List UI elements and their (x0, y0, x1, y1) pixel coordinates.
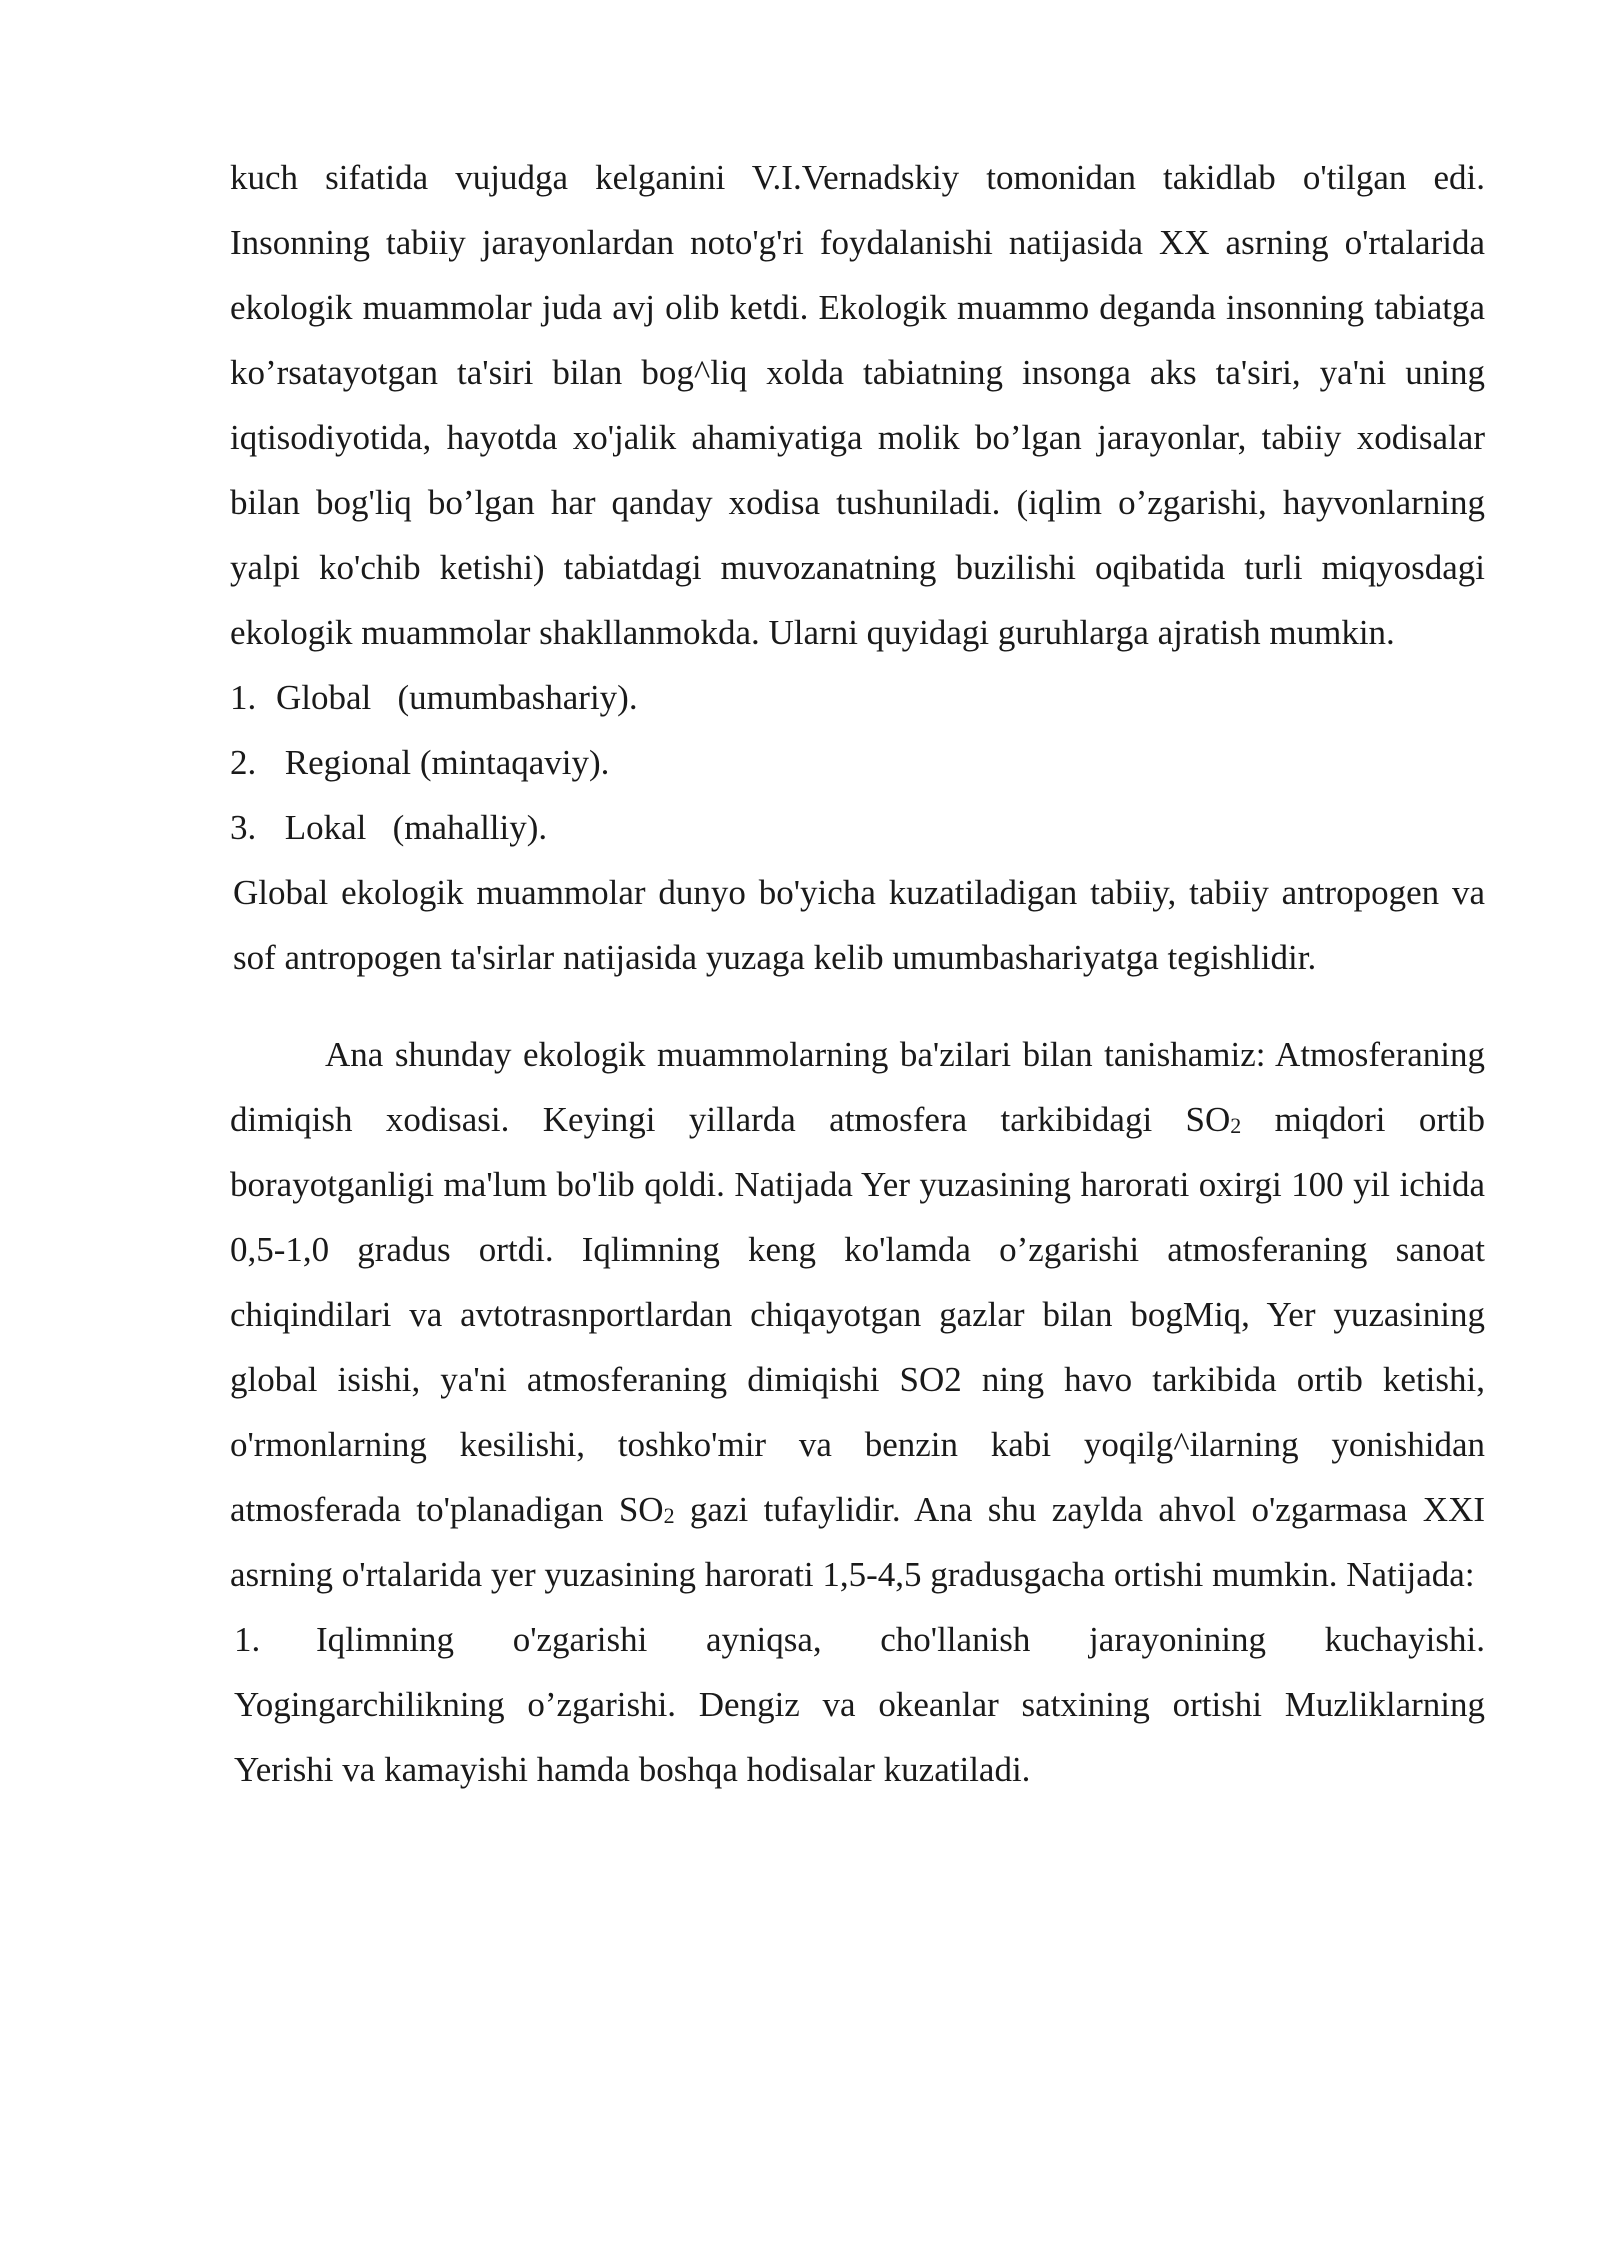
consequence-text: Iqlimning o'zgarishi ayniqsa, cho'llanish jarayonining kuchayishi. Yogingarchilikning o’zgarishi. Dengiz va okeanlar satxining ortishi Muzliklarning Yerishi va kamayishi hamda boshqa hodisalar kuzatiladi. (234, 1620, 1485, 1789)
list-item-regional (230, 730, 1485, 795)
greenhouse-text-a: Ana shunday ekologik muammolarning ba'zilari bilan tanishamiz: Atmosferaning dimiqish xodisasi. Keyingi yillarda atmosfera tarkibidagi SO (230, 1035, 1485, 1139)
list-number: 3. (230, 808, 257, 847)
paragraph-global-definition: Global ekologik muammolar dunyo bo'yicha kuzatiladigan tabiiy, tabiiy antropogen va sof antropogen ta'sirlar natijasida yuzaga kelib umumbashariyatga tegishlidir. (233, 873, 1485, 977)
paragraph-gap (230, 990, 1485, 1022)
subscript-2: 2 (1230, 1113, 1242, 1138)
list-item-local (230, 795, 1485, 860)
list-number: 2. (230, 743, 257, 782)
consequence-list-item (230, 1607, 1485, 1802)
list-text: Global (umumbashariy). (276, 678, 638, 717)
list-number: 1. (230, 678, 257, 717)
list-text: Regional (mintaqaviy). (276, 743, 610, 782)
paragraph-greenhouse (230, 1022, 1485, 1607)
paragraph-intro: kuch sifatida vujudga kelganini V.I.Vernadskiy tomonidan takidlab o'tilgan edi. Insonning tabiiy jarayonlardan noto'g'ri foydalanishi natijasida XX asrning o'rtalarida ekologik muammolar juda avj olib ketdi. Ekologik muammo deganda insonning tabiatga ko’rsatayotgan ta'siri bilan bog^liq xolda tabiatning insonga aks ta'siri, ya'ni uning iqtisodiyotida, hayotda xo'jalik ahamiyatiga molik bo’lgan jarayonlar, tabiiy xodisalar bilan bog'liq bo’lgan har qanday xodisa tushuniladi. (iqlim o’zgarishi, hayvonlarning yalpi ko'chib ketishi) tabiatdagi muvozanatning buzilishi oqibatida turli miqyosdagi ekologik muammolar shakllanmokda. Ularni quyidagi guruhlarga ajratish mumkin. (230, 158, 1485, 652)
greenhouse-text-b: miqdori ortib borayotganligi ma'lum bo'lib qoldi. Natijada Yer yuzasining harorati oxirgi 100 yil ichida 0,5-1,0 gradus ortdi. Iqlimning keng ko'lamda o’zgarishi atmosferaning sanoat chiqindilari va avtotrasnportlardan chiqayotgan gazlar bilan bogMiq, Yer yuzasining global isishi, ya'ni atmosferaning dimiqishi SO2 ning havo tarkibida ortib ketishi, o'rmonlarning kesilishi, toshko'mir va benzin kabi yoqilg^ilarning yonishidan atmosferada to'planadigan SO (230, 1100, 1485, 1529)
greenhouse-text-c: gazi tufaylidir. Ana shu zaylda ahvol o'zgarmasa XXI asrning o'rtalarida yer yuzasining harorati 1,5-4,5 gradusgacha ortishi mumkin. Natijada: (230, 1490, 1486, 1594)
document-page (230, 145, 1485, 1802)
problem-type-list (230, 665, 1485, 860)
list-number: 1. (234, 1620, 261, 1659)
subscript-2: 2 (663, 1503, 675, 1528)
list-item-global (230, 665, 1485, 730)
list-text: Lokal (mahalliy). (276, 808, 548, 847)
